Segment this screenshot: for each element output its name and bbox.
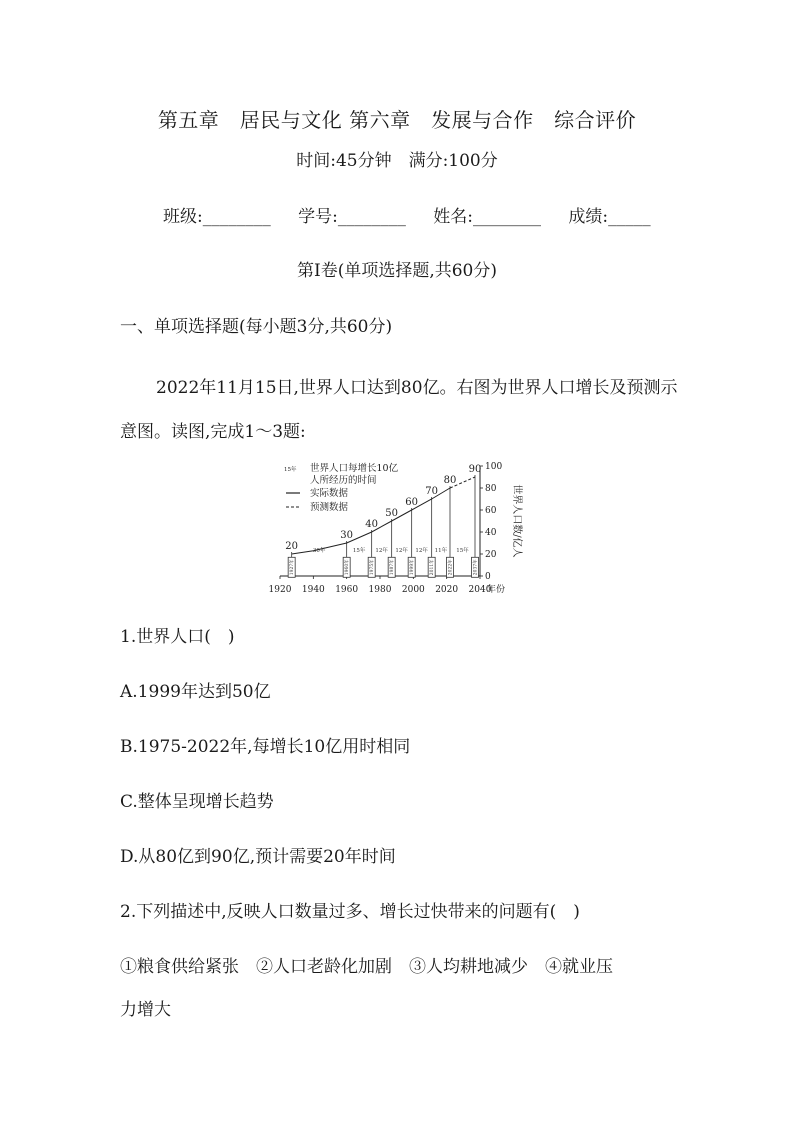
class-field[interactable]: 班级:________ — [163, 207, 271, 227]
page-title: 第五章 居民与文化 第六章 发展与合作 综合评价 — [157, 108, 637, 132]
milestone-value-label: 30 — [340, 530, 354, 541]
milestone-year-label: 2037年 — [473, 559, 479, 576]
milestone-value-label: 90 — [468, 464, 482, 475]
milestone-year-label: 2022年 — [448, 559, 454, 576]
y-axis-label: 世界人口数/亿人 — [511, 484, 522, 558]
y-tick-label: 80 — [485, 484, 497, 494]
milestone-value-label: 80 — [443, 475, 457, 486]
question-2: 2.下列描述中,反映人口数量过多、增长过快带来的问题有( ) — [120, 902, 580, 922]
question-2-items-cont: 力增大 — [120, 1000, 171, 1020]
milestone-span-label: 15年 — [352, 547, 366, 554]
legend-actual-label: 实际数据 — [310, 488, 349, 499]
x-tick-label: 2020 — [435, 585, 459, 595]
milestone-year-label: 1987年 — [390, 559, 396, 576]
option-1a[interactable]: A.1999年达到50亿 — [120, 682, 271, 702]
milestone-value-label: 20 — [285, 541, 299, 552]
y-tick-label: 20 — [485, 550, 497, 560]
y-tick-label: 100 — [485, 462, 503, 472]
milestone-span-label: 12年 — [415, 547, 428, 554]
milestone-span-label: 11年 — [434, 547, 448, 554]
milestone-span-label: 12年 — [395, 547, 408, 554]
x-axis-unit: 年份 — [486, 585, 506, 595]
legend-title-line2: 人所经历的时间 — [310, 475, 377, 486]
student-info-row — [163, 202, 673, 227]
x-tick-label: 2040 — [468, 585, 492, 595]
legend-title-line1: 世界人口每增长10亿 — [310, 463, 399, 474]
milestone-year-label: 1999年 — [410, 559, 416, 576]
option-1b[interactable]: B.1975-2022年,每增长10亿用时相同 — [120, 737, 411, 757]
x-tick-label: 1980 — [368, 585, 392, 595]
y-tick-label: 0 — [485, 572, 491, 582]
x-tick-label: 1920 — [268, 585, 292, 595]
milestone-year-label: 1960年 — [345, 559, 351, 576]
question-1: 1.世界人口( ) — [120, 627, 235, 647]
population-chart — [268, 458, 530, 598]
population-chart-svg — [268, 458, 530, 598]
milestone-year-label: 2011年 — [430, 559, 436, 576]
milestone-value-label: 60 — [405, 497, 419, 508]
legend-year-prefix: 15年 — [284, 467, 297, 473]
y-tick-label: 60 — [485, 506, 497, 516]
milestone-year-label: 1975年 — [370, 559, 376, 576]
legend-forecast-label: 预测数据 — [310, 502, 349, 513]
part-title: 一、单项选择题(每小题3分,共60分) — [120, 317, 393, 337]
option-1c[interactable]: C.整体呈现增长趋势 — [120, 792, 274, 812]
name-field[interactable]: 姓名:________ — [433, 207, 542, 227]
milestone-span-label: 30年 — [312, 547, 326, 554]
intro-paragraph: 2022年11月15日,世界人口达到80亿。右图为世界人口增长及预测示意图。读图,完成1～3题: — [120, 378, 678, 442]
score-field[interactable]: 成绩:_____ — [568, 207, 651, 227]
exam-time-score: 时间:45分钟 满分:100分 — [296, 151, 498, 171]
milestone-value-label: 70 — [425, 486, 439, 497]
milestone-span-label: 12年 — [375, 547, 388, 554]
option-1d[interactable]: D.从80亿到90亿,预计需要20年时间 — [120, 847, 396, 867]
x-tick-label: 1960 — [335, 585, 359, 595]
student-number-field[interactable]: 学号:________ — [298, 207, 406, 227]
x-tick-label: 1940 — [301, 585, 325, 595]
milestone-value-label: 50 — [385, 508, 399, 519]
milestone-span-label: 15年 — [456, 547, 469, 554]
section-title: 第Ⅰ卷(单项选择题,共60分) — [296, 261, 497, 281]
y-tick-label: 40 — [485, 528, 497, 538]
x-tick-label: 2000 — [401, 585, 425, 595]
milestone-value-label: 40 — [365, 519, 379, 530]
question-2-items: ①粮食供给紧张 ②人口老龄化加剧 ③人均耕地减少 ④就业压 — [120, 957, 613, 977]
milestone-year-label: 1927年 — [290, 559, 296, 576]
